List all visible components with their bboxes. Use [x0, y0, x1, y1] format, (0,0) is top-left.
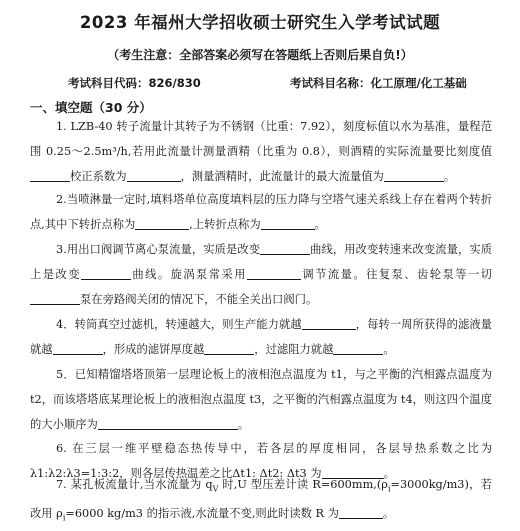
answer-blank	[247, 265, 301, 280]
subject-code: 考试科目代码：826/830	[68, 76, 201, 90]
question-6: 6. 在三层一维平壁稳态热传导中，若各层的厚度相同，各层导热系数之比为 λ1:λ2:λ3=1:3:2，则各层传热温差之比Δt1: Δt2: Δt3 为 。	[30, 442, 492, 480]
answer-blank	[384, 167, 444, 182]
subject-name: 考试科目名称：化工原理/化工基础	[290, 76, 467, 90]
question-4: 4．转筒真空过滤机，转速越大，则生产能力就越 ，每转一周所获得的滤液量就越 ，形成的滤饼厚度越 ，过滤阻力就越 。	[30, 312, 492, 362]
answer-blank	[127, 167, 181, 182]
answer-blank	[81, 265, 131, 280]
question-1: 1. LZB-40 转子流量计其转子为不锈钢（比重：7.92），刻度标值以水为基准，量程范围 0.25～2.5m³/h,若用此流量计测量酒精（比重为 0.8），则酒精的实际流量要比刻度值校正系数为 ，测量酒精时，此流量计的最大流量值为 。	[30, 120, 492, 183]
question-5: 5．已知精馏塔塔顶第一层理论板上的液相泡点温度为 t1，与之平衡的汽相露点温度为 t2，而该塔塔底某理论板上的液相泡点温度 t3，之平衡的汽相露点温度为 t4，则这四个温度的大小顺序为 。	[30, 368, 492, 431]
answer-blank	[339, 504, 383, 519]
question-7: 7. 某孔板流量计,当水流量为 $q_V$ 时,U 型压差计读 $R=600mm,(\rho_i=3000kg/m3)$，若改用 $\rho_i=6000$ kg/m3 的指示液,水流量不变,则此时读数 R 为 。	[30, 478, 493, 523]
answer-blank	[302, 315, 356, 330]
answer-blank	[204, 340, 254, 355]
answer-blank	[30, 167, 70, 182]
section-title: 一、填空题（30 分）	[30, 100, 152, 115]
answer-blank	[53, 340, 103, 355]
exam-notice: （考生注意：全部答案必须写在答题纸上否则后果自负!）	[107, 48, 413, 62]
answer-blank	[260, 240, 310, 255]
answer-blank	[333, 340, 383, 355]
question-3: 3.用出口阀调节离心泵流量，实质是改变 曲线，用改变转速来改变流量，实质上是改变 曲线。旋涡泵常采用 调节流量。往复泵、齿轮泵等一切泵在旁路阀关闭的情况下，不能全关出口阀门。	[30, 237, 492, 312]
question-2: 2.当喷淋量一定时,填料塔单位高度填料层的压力降与空塔气速关系线上存在着两个转折点,其中下转折点称为 ,上转折点称为 。	[30, 193, 492, 231]
answer-blank	[261, 215, 315, 230]
exam-title: 2023 年福州大学招收硕士研究生入学考试试题	[79, 13, 441, 32]
answer-blank	[30, 290, 80, 305]
answer-blank	[135, 215, 189, 230]
answer-blank	[98, 415, 238, 430]
